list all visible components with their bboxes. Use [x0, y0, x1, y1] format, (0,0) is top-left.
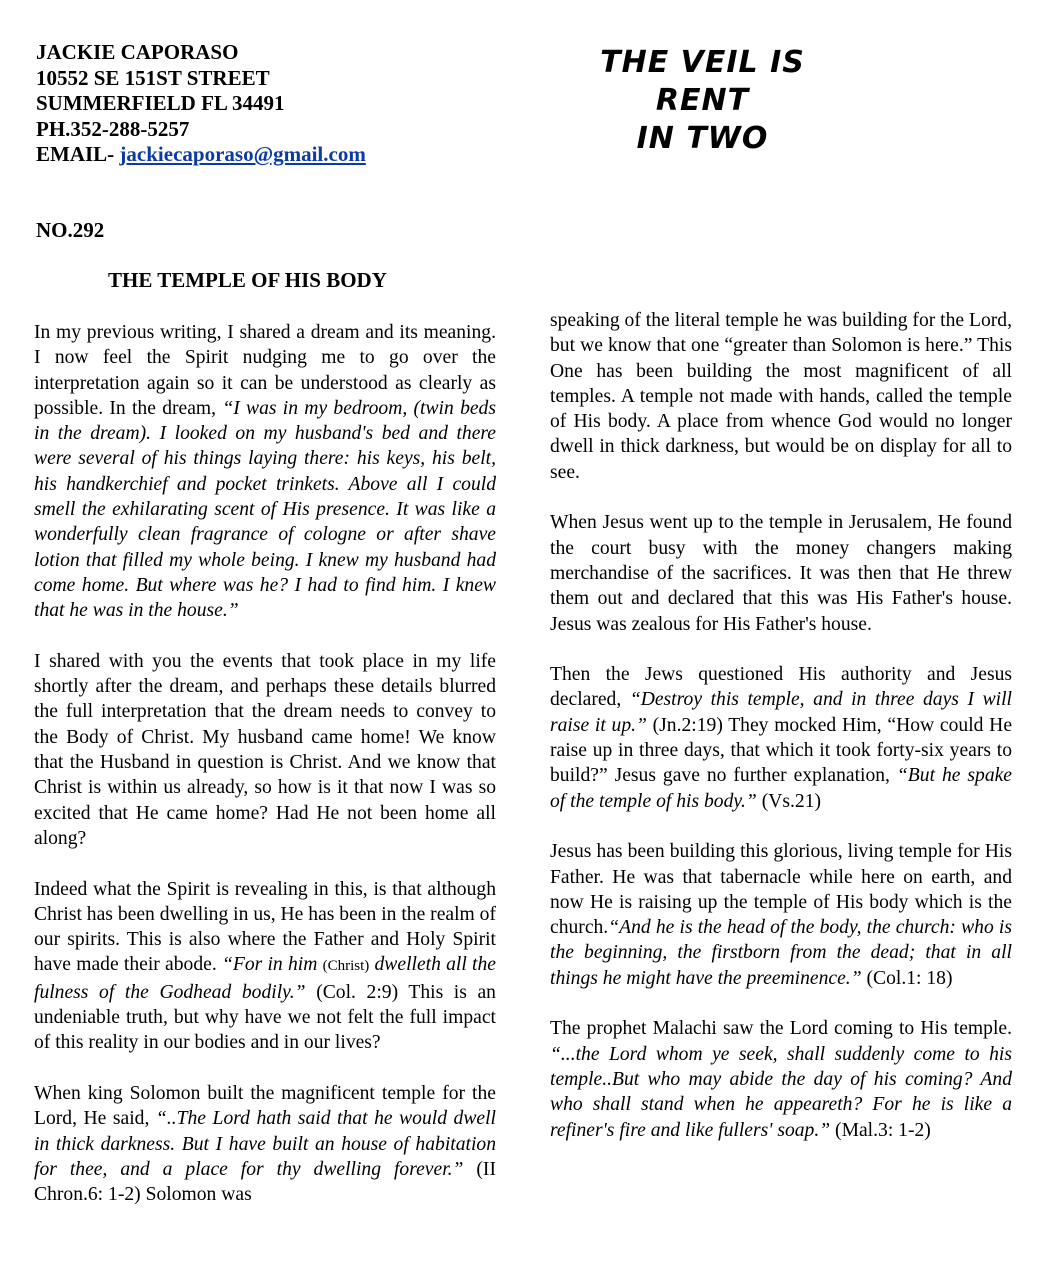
paragraph: In my previous writing, I shared a dream and its meaning. I now feel the Spirit nudging me to go over the interpretation again so it can be understood as clearly as possible. In the dream, “I was in my bedroom, (twin beds in the dream). I looked on my husband's bed and there were several of his things laying there: his keys, his belt, his handkerchief and pocket trinkets. Above all I could smell the exhilarating scent of His presence. It was like a wonderfully clean fragrance of cologne or after shave lotion that filled my whole being. I knew my husband had come home. But where was he? I had to find him. I knew that he was in the house.”	[34, 322, 496, 622]
title-line-3: IN TWO	[636, 121, 769, 156]
paragraph: Jesus has been building this glorious, living temple for His Father. He was that tabernacle while here on earth, and now He is raising up the temple of His body which is the church.“And he is the head of the body, the church: who is the beginning, the firstborn from the dead; that in all things he might have the preeminence.” (Col.1: 18)	[550, 841, 1012, 989]
issue-number: NO.292	[36, 218, 105, 242]
paragraph: speaking of the literal temple he was building for the Lord, but we know that one “greater than Solomon is here.” This One has been building the most magnificent of all temples. A temple not made with hands, called the temple of His body. A place from whence God would no longer dwell in thick darkness, but would be on display for all to see.	[550, 310, 1012, 483]
series-title	[575, 44, 830, 158]
contact-phone: PH.352-288-5257	[36, 116, 190, 141]
article-heading: THE TEMPLE OF HIS BODY	[108, 268, 387, 292]
paragraph: The prophet Malachi saw the Lord coming to His temple. “...the Lord whom ye seek, shall suddenly come to his temple..But who may abide the day of his coming? And who shall stand when he appeareth? For he is like a refiner's fire and like fullers' soap.” (Mal.3: 1-2)	[550, 1018, 1012, 1141]
contact-name: JACKIE CAPORASO	[36, 40, 239, 64]
right-column	[550, 308, 1012, 1168]
contact-block	[36, 40, 366, 168]
title-line-2: RENT	[655, 83, 750, 118]
email-label: EMAIL-	[36, 142, 120, 166]
title-line-1: THE VEIL IS	[600, 45, 805, 80]
left-column	[34, 320, 496, 1233]
paragraph: Then the Jews questioned His authority and Jesus declared, “Destroy this temple, and in three days I will raise it up.” (Jn.2:19) They mocked Him, “How could He raise up in three days, that which it took forty-six years to build?” Jesus gave no further explanation, “But he spake of the temple of his body.” (Vs.21)	[550, 664, 1013, 812]
paragraph: I shared with you the events that took place in my life shortly after the dream, and perhaps these details blurred the full interpretation that the dream needs to convey to the Body of Christ. My husband came home! We know that the Husband in question is Christ. And we know that Christ is within us already, so how is it that now I was so excited that He came home? Had He not been home all along?	[34, 650, 496, 849]
paragraph: When Jesus went up to the temple in Jerusalem, He found the court busy with the money changers making merchandise of the sacrifices. It was then that He threw them out and declared that this was His Father's house. Jesus was zealous for His Father's house.	[550, 512, 1012, 635]
contact-email-line	[36, 142, 366, 168]
paragraph: When king Solomon built the magnificent temple for the Lord, He said, “..The Lord hath said that he would dwell in thick darkness. But I have built an house of habitation for thee, and a place for thy dwelling forever.” (II Chron.6: 1-2) Solomon was	[34, 1082, 496, 1206]
paragraph: Indeed what the Spirit is revealing in this, is that although Christ has been dwelling in us, He has been in the realm of our spirits. This is also where the Father and Holy Spirit have made their abode. “For in him (Christ) dwelleth all the fulness of the Godhead bodily.” (Col. 2:9) This is an undeniable truth, but why have we not felt the full impact of this reality in our bodies and in our lives?	[34, 878, 496, 1054]
contact-street: 10552 SE 151ST STREET	[36, 65, 270, 90]
email-link[interactable]: jackiecaporaso@gmail.com	[119, 142, 366, 166]
contact-city: SUMMERFIELD FL 34491	[36, 91, 285, 115]
